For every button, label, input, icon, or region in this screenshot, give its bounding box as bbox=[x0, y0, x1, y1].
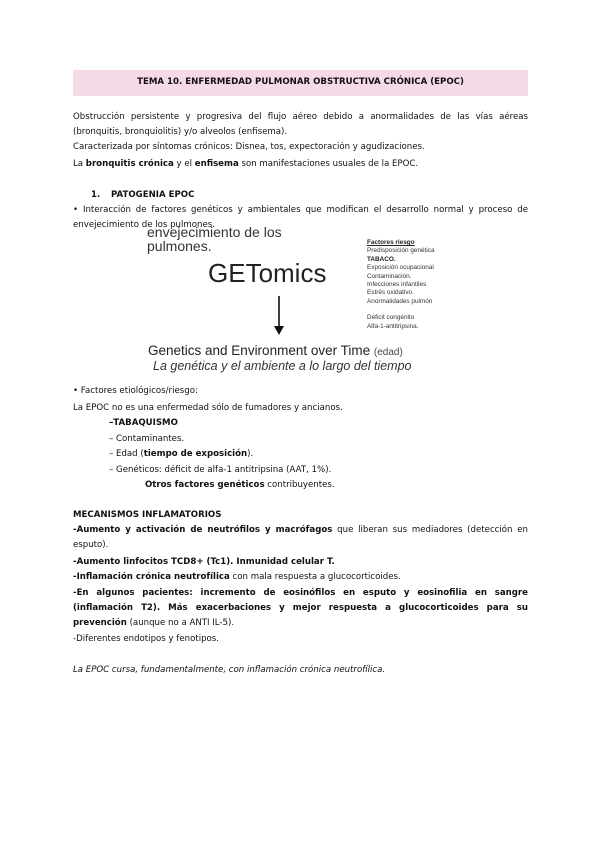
figure-caption: Genetics and Environment over Time (edad) bbox=[148, 343, 403, 358]
factors-bullet: • Factores etiológicos/riesgo: bbox=[73, 386, 198, 396]
section-bullet-1: • Interacción de factores genéticos y ambientales que modifican el desarrollo normal y proceso de envejecimiento de los pulmones. bbox=[73, 205, 528, 230]
page-title: TEMA 10. ENFERMEDAD PULMONAR OBSTRUCTIVA CRÓNICA (EPOC) bbox=[137, 77, 464, 87]
factors-line: La EPOC no es una enfermedad sólo de fumadores y ancianos. bbox=[73, 403, 343, 413]
bronquitis-cronica: bronquitis crónica bbox=[85, 159, 174, 169]
figure-cut-text: envejecimiento de los pulmones. bbox=[147, 224, 282, 254]
mechanism-5: -Diferentes endotipos y fenotipos. bbox=[73, 634, 220, 644]
mechanism-1: -Aumento y activación de neutrófilos y macrófagos que liberan sus mediadores (detección en esputo). bbox=[73, 525, 528, 550]
risk-item: Exposición ocupacional bbox=[367, 264, 434, 272]
risk-item: Anormalidades pulmón bbox=[367, 297, 433, 305]
getomics-label: GETomics bbox=[208, 258, 327, 288]
risk-factors-title: Factores riesgo bbox=[367, 239, 415, 246]
conclusion: La EPOC cursa, fundamentalmente, con inflamación crónica neutrofílica. bbox=[73, 665, 386, 675]
intro-paragraph-1: Obstrucción persistente y progresiva del flujo aéreo debido a anormalidades de las vías aéreas (bronquitis, bronquiolitis) y/o alveolos (enfisema). bbox=[73, 112, 528, 137]
risk-item: TABACO. bbox=[367, 255, 396, 263]
risk-factors-list bbox=[367, 239, 457, 331]
factor-item-2: – Contaminantes. bbox=[109, 434, 185, 444]
factor-item-3: – Edad (tiempo de exposición). bbox=[109, 449, 254, 459]
mechanism-4: -En algunos pacientes: incremento de eosinófilos en esputo y eosinofilia en sangre (inflamación T2). Más exacerbaciones y mejor respuesta a glucocorticoides para su prevención (aunque no a ANTI IL-5). bbox=[73, 588, 528, 628]
mechanism-3: -Inflamación crónica neutrofílica con mala respuesta a glucocorticoides. bbox=[73, 572, 401, 582]
risk-item: Déficit congénito bbox=[367, 314, 415, 322]
risk-item: Predisposición genética bbox=[367, 247, 435, 255]
risk-item: Contaminación. bbox=[367, 272, 412, 280]
risk-item: Infecciones infantiles bbox=[367, 281, 427, 289]
risk-item: Alfa-1-antitripsina. bbox=[367, 322, 419, 330]
factor-item-4: – Genéticos: déficit de alfa-1 antitripsina (AAT, 1%). bbox=[109, 465, 332, 475]
mechanisms-heading: MECANISMOS INFLAMATORIOS bbox=[73, 510, 222, 520]
section-number: 1. bbox=[91, 190, 101, 200]
figure-subcaption: La genética y el ambiente a lo largo del tiempo bbox=[153, 359, 412, 373]
enfisema: enfisema bbox=[194, 159, 239, 169]
factor-item-5: Otros factores genéticos contribuyentes. bbox=[145, 480, 335, 490]
section-heading: PATOGENIA EPOC bbox=[111, 190, 195, 200]
intro-paragraph-3: La bronquitis crónica y el enfisema son manifestaciones usuales de la EPOC. bbox=[73, 159, 419, 169]
down-arrow-icon bbox=[272, 296, 286, 336]
risk-item: Estrés oxidativo. bbox=[367, 289, 414, 297]
mechanism-2: -Aumento linfocitos TCD8+ (Tc1). Inmunidad celular T. bbox=[73, 557, 335, 567]
risk-item bbox=[367, 306, 457, 314]
intro-paragraph-2: Caracterizada por síntomas crónicos: Disnea, tos, expectoración y agudizaciones. bbox=[73, 142, 425, 152]
factor-item-1: –TABAQUISMO bbox=[109, 418, 178, 428]
